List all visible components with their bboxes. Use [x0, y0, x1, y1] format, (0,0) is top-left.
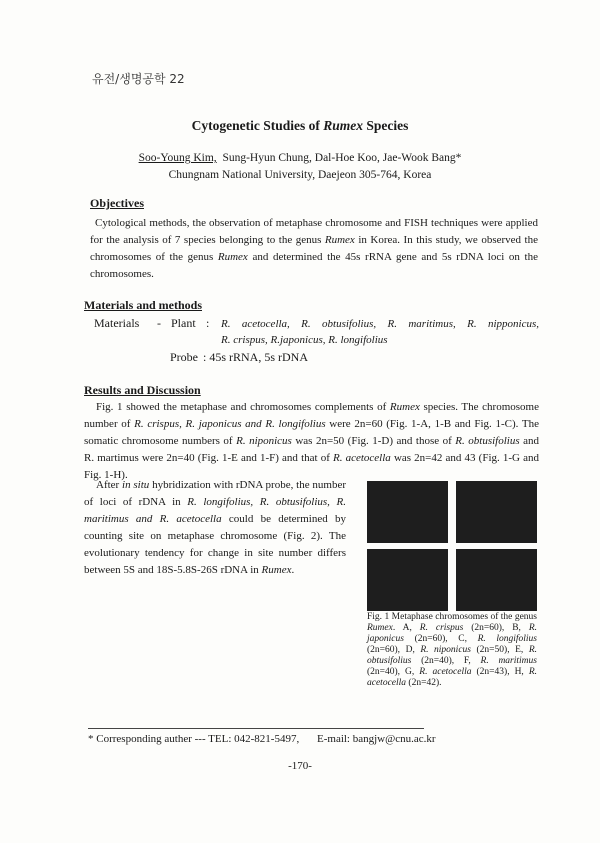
cap-m: (2n=40), F, — [411, 656, 481, 666]
r1-c: species. The chromosome number of — [84, 401, 539, 430]
cap-k: (2n=50), E, — [471, 645, 529, 655]
probe-label: Probe — [170, 350, 198, 364]
figure-caption — [367, 612, 537, 689]
r1-f: R. niponicus — [236, 435, 292, 447]
r1-i: and R. martimus were 2n=40 (Fig. 1-E and 1-F) and that of — [84, 435, 540, 464]
title-pre: Cytogenetic Studies of — [191, 118, 324, 133]
co-authors: Sung-Hyun Chung, Dal-Hoe Koo, Jae-Wook Bang* — [222, 152, 462, 164]
cap-n: R. maritimus — [480, 656, 537, 666]
cap-c: . A, — [392, 623, 420, 633]
author-line — [0, 150, 600, 167]
affiliation: Chungnam National University, Daejeon 305-764, Korea — [168, 169, 432, 181]
objectives-paragraph — [90, 215, 538, 283]
r1-a: Fig. 1 showed the metaphase and chromosomes complements of — [96, 401, 390, 413]
cap-j: R. niponicus — [420, 645, 471, 655]
r1-k: was 2n=42 and 43 (Fig. 1-G and Fig. 1-H). — [84, 452, 539, 481]
obj-text-1: Cytological methods, the observation of metaphase chromosome and FISH techniques were applied for the analysis of 7 species belonging to the genus — [90, 217, 538, 246]
cap-f: R. japonicus — [367, 623, 537, 644]
figure-panel-top-right — [456, 481, 537, 543]
results-paragraph-1 — [84, 399, 539, 484]
plant-label: Plant — [171, 316, 196, 330]
obj-text-2: in Korea. In this study, we observed the chromosomes of the genus — [90, 234, 538, 263]
r1-b: Rumex — [389, 401, 420, 413]
cap-o: (2n=40), G, — [367, 667, 420, 677]
cap-h: R. longifolius — [477, 634, 537, 644]
materials-dash: - — [157, 316, 161, 330]
cap-g: (2n=60), C, — [403, 634, 478, 644]
obj-text-3: and determined the 45s rRNA gene and 5s rDNA loci on the chromosomes. — [90, 251, 538, 280]
cap-d: R. crispus — [419, 623, 464, 633]
r1-e: were 2n=60 (Fig. 1-A, 1-B and Fig. 1-C). The somatic chromosome numbers of — [84, 418, 539, 447]
r1-j: R. acetocella — [333, 452, 391, 464]
footnote-rule — [88, 728, 424, 729]
results-heading: Results and Discussion — [84, 383, 201, 397]
footnote-contact: * Corresponding auther --- TEL: 042-821-5497, — [88, 733, 300, 745]
cap-e: (2n=60), B, — [463, 623, 529, 633]
r2-e: could be determined by counting site on metaphase chromosome (Fig. 2). The evolutionary tendency for change in site number differs between 5S and 18S-5.8S-26S rDNA in — [84, 513, 346, 576]
cap-s: (2n=42). — [406, 678, 442, 688]
plant-colon: : — [206, 316, 210, 330]
r1-h: R. obtusifolius — [455, 435, 520, 447]
cap-a: Fig. 1 Metaphase chromosomes of the genus — [367, 612, 537, 622]
title-post: Species — [363, 118, 409, 133]
author-block — [0, 150, 600, 184]
r1-d: R. crispus, R. japonicus and R. longifolius — [134, 418, 326, 430]
r2-f: Rumex — [261, 564, 292, 576]
plant-species-line-2: R. crispus, R.japonicus, R. longifolius — [221, 334, 388, 346]
r2-b: in situ — [122, 479, 150, 491]
materials-label: Materials — [94, 316, 140, 330]
title-genus: Rumex — [323, 118, 363, 133]
probe-value: : 45s rRNA, 5s rDNA — [203, 350, 308, 364]
figure-panel-bottom-left — [367, 549, 448, 611]
cap-b: Rumex — [367, 623, 393, 633]
results-paragraph-2 — [84, 477, 346, 579]
journal-header: 유전/생명공학 22 — [92, 72, 185, 86]
r2-g: . — [291, 564, 295, 576]
first-author: Soo-Young Kim, — [138, 152, 217, 164]
obj-genus-1: Rumex — [324, 234, 355, 246]
paper-title — [0, 118, 600, 134]
cap-p: R. acetocella — [419, 667, 472, 677]
figure-panel-bottom-right — [456, 549, 537, 611]
plant-species-line-1: R. acetocella, R. obtusifolius, R. maritimus, R. nipponicus, — [221, 318, 539, 330]
cap-i: (2n=60), D, — [367, 645, 421, 655]
footnote-email: E-mail: bangjw@cnu.ac.kr — [317, 733, 436, 745]
r2-a: After — [96, 479, 123, 491]
cap-l: R. obtusifolius — [367, 645, 537, 666]
figure-panel-top-left — [367, 481, 448, 543]
r1-g: was 2n=50 (Fig. 1-D) and those of — [291, 435, 456, 447]
r2-d: R. longifolius, R. obtusifolius, R. maritimus and R. acetocella — [84, 496, 347, 525]
r2-c: hybridization with rDNA probe, the number of loci of rDNA in — [84, 479, 346, 508]
obj-genus-2: Rumex — [217, 251, 248, 263]
cap-r: R. acetocella — [367, 667, 537, 688]
objectives-heading: Objectives — [90, 196, 144, 210]
page-number: -170- — [288, 760, 312, 772]
materials-heading: Materials and methods — [84, 298, 202, 312]
cap-q: (2n=43), H, — [471, 667, 529, 677]
